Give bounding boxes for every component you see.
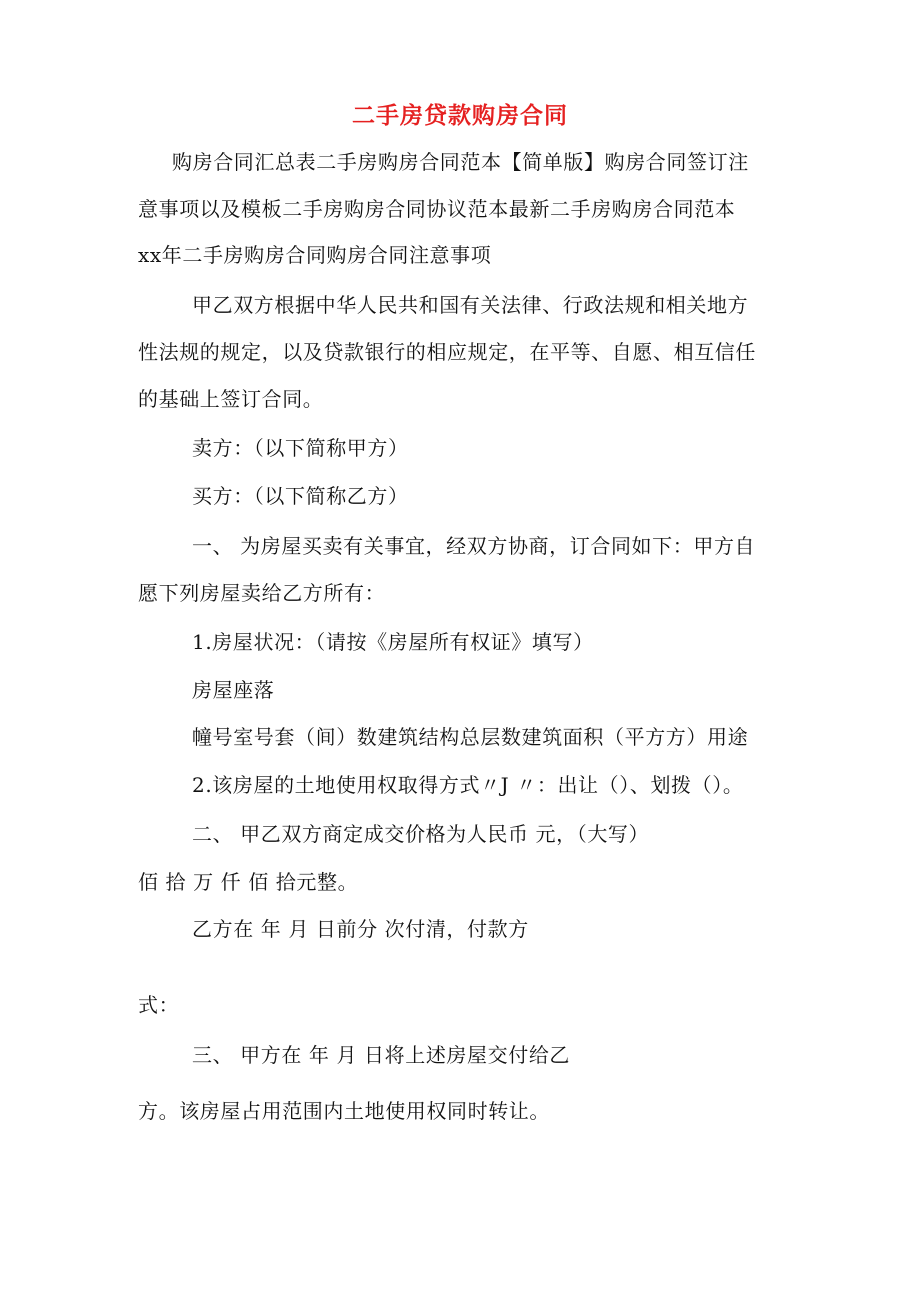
clause-1-line-1: 一、 为房屋买卖有关事宜，经双方协商，订合同如下：甲方自: [192, 534, 756, 558]
seller-line: 卖方：（以下简称甲方）: [192, 436, 409, 460]
clause-1-line-2: 愿下列房屋卖给乙方所有：: [138, 581, 386, 605]
payment-line-2: 式：: [138, 993, 180, 1017]
preamble-line-1: 甲乙双方根据中华人民共和国有关法律、行政法规和相关地方: [192, 293, 749, 317]
intro-line-1: 购房合同汇总表二手房购房合同范本【简单版】购房合同签订注: [172, 150, 749, 174]
preamble-line-3: 的基础上签订合同。: [138, 387, 324, 411]
house-status-line: 1.房屋状况：（请按《房屋所有权证》填写）: [192, 630, 594, 654]
document-title: 二手房贷款购房合同: [352, 103, 568, 129]
preamble-line-2: 性法规的规定，以及贷款银行的相应规定，在平等、自愿、相互信任: [138, 340, 756, 364]
land-right-line: 2.该房屋的土地使用权取得方式〃J 〃：出让（）、划拨（）。: [192, 773, 744, 797]
intro-line-3: xx年二手房购房合同购房合同注意事项: [138, 243, 492, 267]
clause-2-line-2: 佰 拾 万 仟 佰 拾元整。: [138, 870, 359, 894]
clause-3-line-2: 方。该房屋占用范围内土地使用权同时转让。: [138, 1099, 550, 1123]
clause-2-line-1: 二、 甲乙双方商定成交价格为人民币 元，（大写）: [192, 822, 650, 846]
payment-line-1: 乙方在 年 月 日前分 次付清，付款方: [192, 917, 529, 941]
house-details-line: 幢号室号套（间）数建筑结构总层数建筑面积（平方方）用途: [192, 725, 749, 749]
intro-line-2: 意事项以及模板二手房购房合同协议范本最新二手房购房合同范本: [138, 197, 736, 221]
clause-3-line-1: 三、 甲方在 年 月 日将上述房屋交付给乙: [192, 1043, 571, 1067]
buyer-line: 买方：（以下简称乙方）: [192, 484, 409, 508]
house-location-line: 房屋座落: [192, 678, 275, 702]
